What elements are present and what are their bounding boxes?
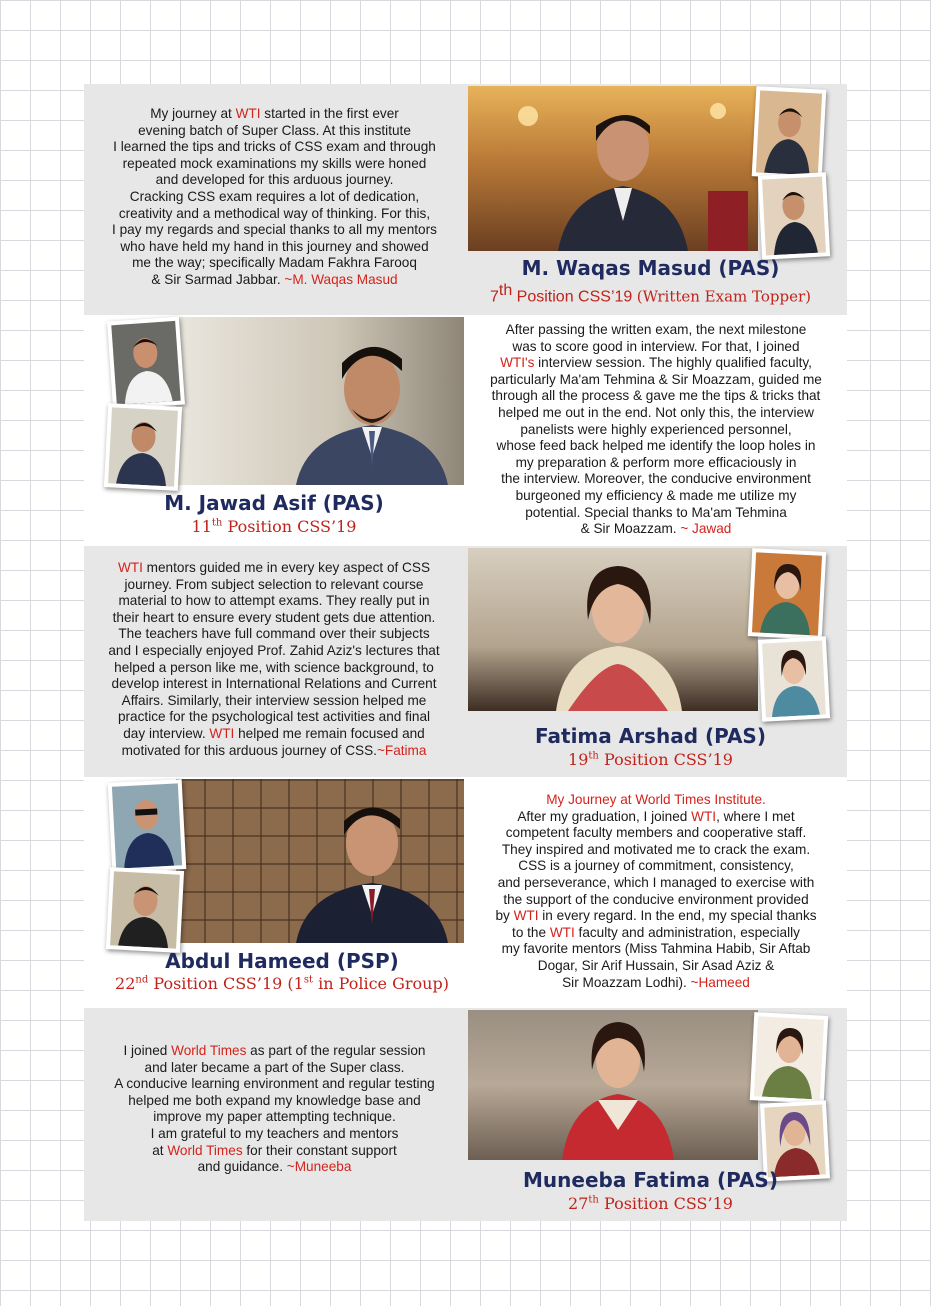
testimonial-card-waqas (84, 84, 847, 315)
main-photo (468, 1010, 758, 1160)
graduate-name: Fatima Arshad (PAS) (535, 724, 766, 748)
graduate-position: 19th Position CSS’19 (568, 750, 733, 769)
testimonial-text: I joined World Times as part of the regular session and later became a part of the Super class. A conducive learning environment and regular testing helped me both expand my knowledge base and improve my paper attempting technique. I am grateful to my teachers and mentors at World Times for their constant support and guidance. ~Muneeba (114, 1043, 435, 1175)
main-photo (176, 317, 464, 485)
main-photo (176, 779, 464, 943)
thumbnail-photo (758, 172, 830, 259)
testimonial-card-jawad (84, 315, 847, 546)
graduate-position: 22nd Position CSS’19 (1st in Police Group) (115, 974, 449, 993)
thumbnail-photo (107, 317, 185, 410)
thumbnail-photo (748, 548, 827, 640)
graduate-name: M. Waqas Masud (PAS) (521, 256, 780, 280)
testimonial-text: My journey at WTI started in the first ever evening batch of Super Class. At this institute I learned the tips and tricks of CSS exam and through repeated mock examinations my skills were honed and developed for this arduous journey. Cracking CSS exam requires a lot of dedication, creativity and a methodical way of thinking. For this, I pay my regards and special thanks to all my mentors who have held my hand in this journey and showed me the way; specifically Madam Fakhra Farooq & Sir Sarmad Jabbar. ~M. Waqas Masud (112, 106, 437, 287)
thumbnail-photo (752, 86, 827, 180)
testimonial-card-muneeba (84, 1008, 847, 1221)
graduate-name: Abdul Hameed (PSP) (165, 949, 399, 973)
thumbnail-photo (106, 867, 184, 953)
graduate-name: Muneeba Fatima (PAS) (523, 1168, 778, 1192)
testimonial-card-fatima (84, 546, 847, 777)
thumbnail-photo (108, 779, 187, 873)
testimonial-text: My Journey at World Times Institute. After my graduation, I joined WTI, where I met competent faculty members and cooperative staff. They inspired and motivated me to crack the exam. CSS is a journey of commitment, consistency, and perseverance, which I managed to exercise with the support of the conducive environment provided by WTI in every regard. In the end, my special thanks to the WTI faculty and administration, especially my favorite mentors (Miss Tahmina Habib, Sir Aftab Dogar, Sir Arif Hussain, Sir Asad Aziz & Sir Moazzam Lodhi). ~Hameed (495, 792, 817, 990)
testimonial-text: After passing the written exam, the next milestone was to score good in interview. For that, I joined WTI's interview session. The highly qualified faculty, particularly Ma'am Tehmina & Sir Moazzam, guided me through all the process & gave me the tips & tricks that helped me out in the end. Not only this, the interview panelists were highly experienced personnel, whose feed back helped me identify the loop holes in my preparation & perform more efficaciously in the interview. Moreover, the conducive environment burgeoned my efficiency & made me utilize my potential. Special thanks to Ma'am Tehmina & Sir Moazzam. ~ Jawad (490, 322, 822, 537)
thumbnail-photo (750, 1012, 829, 1104)
graduate-name: M. Jawad Asif (PAS) (164, 491, 384, 515)
graduate-position: 11th Position CSS’19 (191, 517, 357, 536)
testimonial-text: WTI mentors guided me in every key aspect of CSS journey. From subject selection to relevant course material to how to attempt exams. They really put in their heart to ensure every student gets due attention. The teachers have full command over their subjects and I especially enjoyed Prof. Zahid Aziz's lectures that helped a person like me, with science background, to develop interest in International Relations and Current Affairs. Similarly, their interview session helped me practice for the psychological test activities and final day interview. WTI helped me remain focused and motivated for this arduous journey of CSS.~Fatima (108, 560, 440, 758)
thumbnail-photo (758, 636, 830, 721)
main-photo (468, 548, 758, 711)
graduate-position: 7th Position CSS’19 (Written Exam Topper) (489, 282, 811, 306)
main-photo (468, 86, 758, 251)
thumbnail-photo (104, 403, 182, 491)
testimonial-card-hameed (84, 777, 847, 1008)
graduate-position: 27th Position CSS’19 (568, 1194, 733, 1213)
